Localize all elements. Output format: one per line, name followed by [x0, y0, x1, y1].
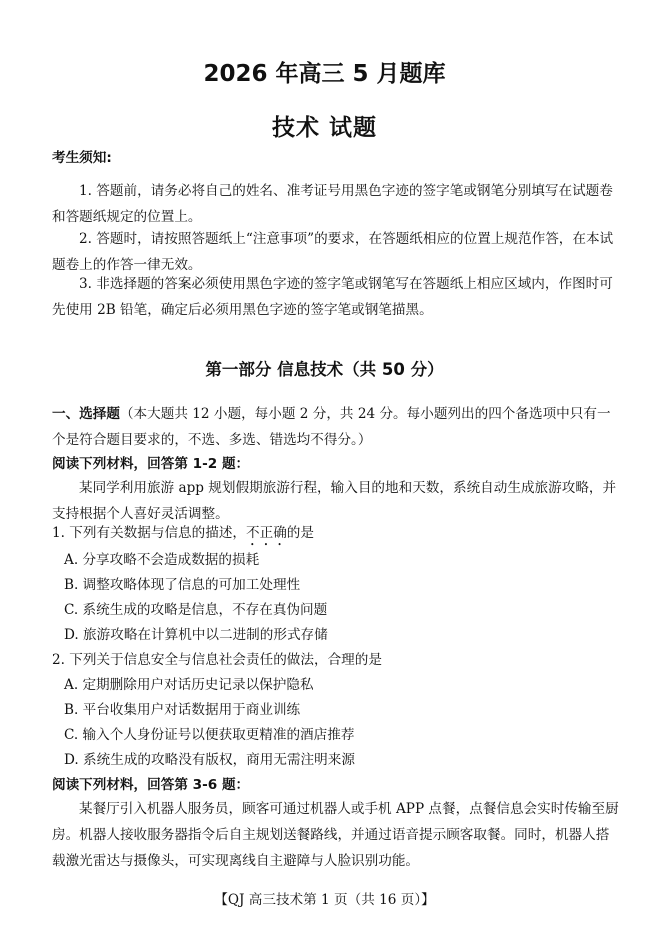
- question-stem: 的是: [286, 525, 314, 541]
- question-stem-emphasis: 不正确: [246, 525, 287, 541]
- page-title: 2026 年高三 5 月题库: [203, 61, 446, 87]
- notice-item: 3. 非选择题的答案必须使用黑色字迹的签字笔或钢笔写在答题纸上相应区域内，作图时可先使用 2B 铅笔，确定后必须用黑色字迹的签字笔或钢笔描黑。: [52, 276, 613, 318]
- section-title: 第一部分 信息技术（共 50 分）: [205, 360, 444, 379]
- question-2: 2. 下列关于信息安全与信息社会责任的做法，合理的是: [52, 652, 382, 668]
- option-b: B. 平台收集用户对话数据用于商业训练: [64, 702, 301, 718]
- multiple-choice-label: 一、选择题: [52, 406, 120, 422]
- notice-item: 1. 答题前，请务必将自己的姓名、准考证号用黑色字迹的签字笔或钢笔分别填写在试题卷和答题纸规定的位置上。: [52, 183, 613, 225]
- notice-item: 2. 答题时，请按照答题纸上“注意事项”的要求，在答题纸相应的位置上规范作答，在本试题卷上的作答一律无效。: [52, 231, 614, 273]
- question-stem: 1. 下列有关数据与信息的描述，: [52, 525, 247, 541]
- question-1: [52, 521, 314, 549]
- multiple-choice-intro: [52, 401, 620, 453]
- notice-heading: 考生须知:: [52, 150, 112, 166]
- material-heading: 阅读下列材料，回答第 1-2 题：: [52, 456, 250, 472]
- option-c: C. 输入个人身份证号以便获取更精准的酒店推荐: [64, 727, 355, 743]
- material-heading: 阅读下列材料，回答第 3-6 题：: [52, 777, 250, 793]
- option-a: A. 分享攻略不会造成数据的损耗: [64, 552, 260, 568]
- page-footer: 【QJ 高三技术第 1 页（共 16 页）】: [214, 892, 435, 908]
- option-a: A. 定期删除用户对话历史记录以保护隐私: [64, 677, 314, 693]
- material-text: 某同学利用旅游 app 规划假期旅游行程，输入目的地和天数，系统自动生成旅游攻略，并支持根据个人喜好灵活调整。: [52, 480, 617, 522]
- subject-title: 技术 试题: [271, 115, 377, 141]
- option-d: D. 旅游攻略在计算机中以二进制的形式存储: [64, 627, 328, 643]
- option-d: D. 系统生成的攻略没有版权，商用无需注明来源: [64, 752, 355, 768]
- material-text: 某餐厅引入机器人服务员，顾客可通过机器人或手机 APP 点餐，点餐信息会实时传输至厨房。机器人接收服务器指令后自主规划送餐路线，并通过语音提示顾客取餐。同时，机器人搭载激光雷达与摄像头，可实现离线自主避障与人脸识别功能。: [52, 801, 619, 869]
- option-c: C. 系统生成的攻略是信息，不存在真伪问题: [64, 602, 328, 618]
- option-b: B. 调整攻略体现了信息的可加工处理性: [64, 577, 301, 593]
- multiple-choice-description: （本大题共 12 小题，每小题 2 分，共 24 分。每小题列出的四个备选项中只有一个是符合题目要求的，不选、多选、错选均不得分。）: [52, 406, 611, 448]
